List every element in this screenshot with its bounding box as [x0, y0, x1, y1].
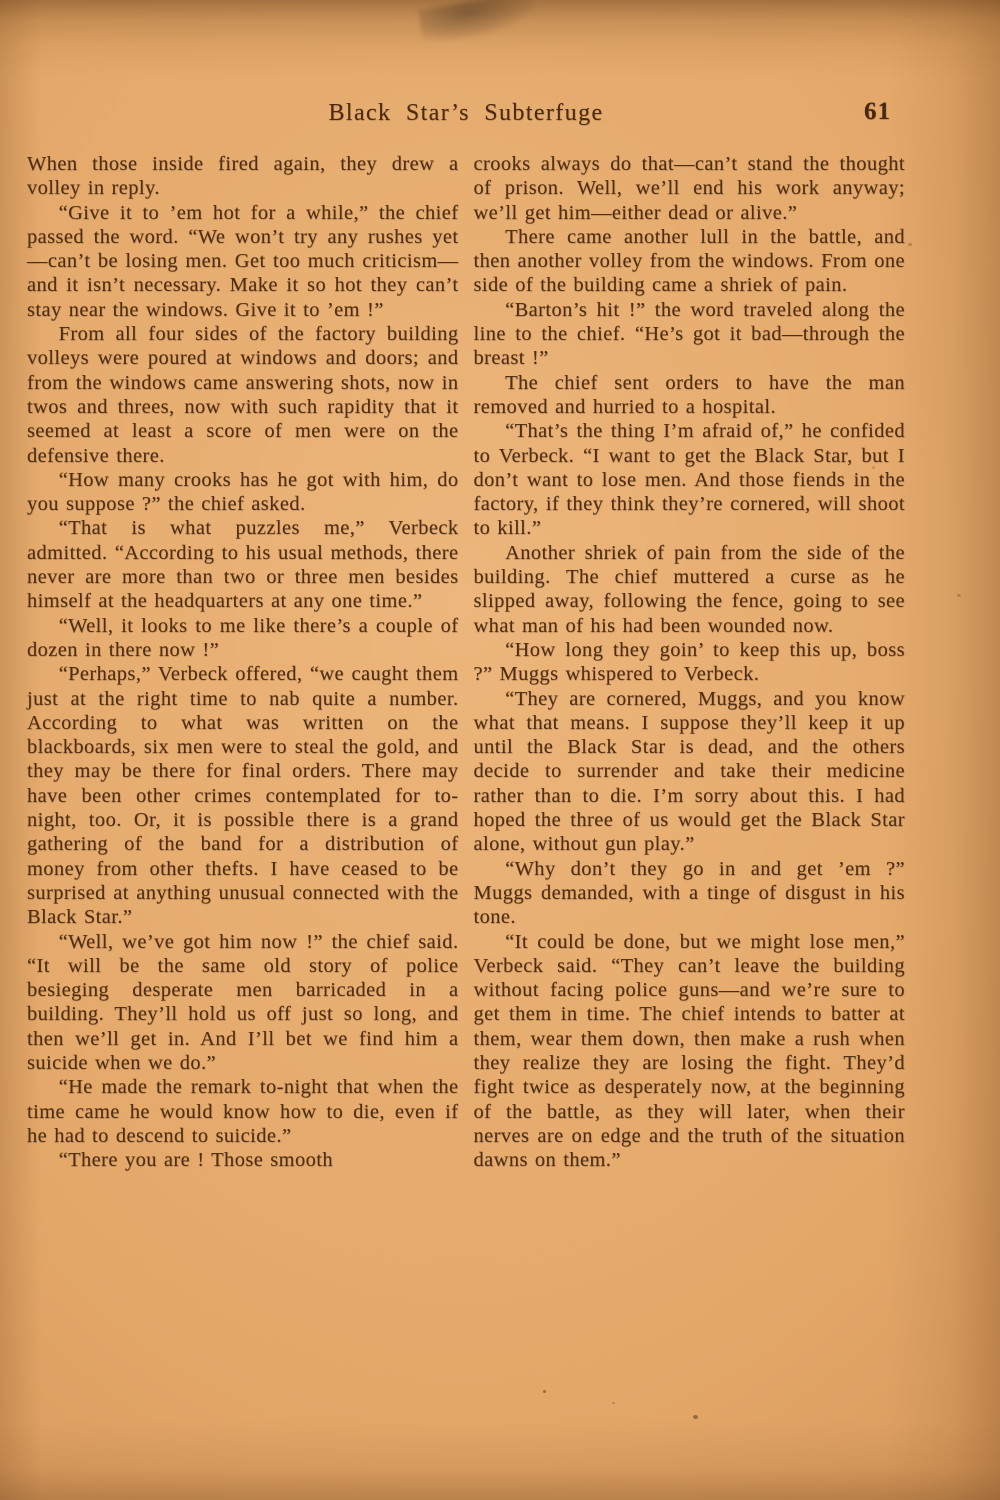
paragraph: “How many crooks has he got with him, do you suppose ?” the chief asked. [27, 468, 459, 516]
paragraph: “Perhaps,” Verbeck offered, “we caught them just at the right time to nab quite a number. According to what was written on the blackboards, six men were to steal the gold, and they may be there for final orders. There may have been other crimes contemplated for to-night, too. Or, it is possible there is a grand gathering of the band for a distribution of money from other thefts. I have ceased to be surprised at anything unusual connected with the Black Star.” [27, 663, 459, 929]
paper-speck [543, 1390, 546, 1393]
paragraph: “That is what puzzles me,” Verbeck admitted. “According to his usual methods, there never are more than two or three men besides himself at the headquarters at any one time.” [27, 517, 459, 613]
paragraph: “Why don’t they go in and get ’em ?” Muggs demanded, with a tinge of disgust in his tone. [473, 857, 905, 929]
paper-speck [693, 1415, 698, 1419]
text-column-left [27, 152, 459, 1172]
running-header [27, 100, 905, 136]
text-body [27, 152, 905, 1172]
paper-speck [957, 594, 961, 597]
paragraph: “They are cornered, Muggs, and you know what that means. I suppose they’ll keep it up until the Black Star is dead, and the others decide to surrender and take their medicine rather than to die. I’m sorry about this. I had hoped the three of us would get the Black Star alone, without gun play.” [473, 687, 905, 856]
paragraph: “There you are ! Those smooth [58, 1149, 334, 1172]
paragraph: “Well, we’ve got him now !” the chief said. “It will be the same old story of police besieging desperate men barricaded in a building. They’ll hold us off just so long, and then we’ll get in. And I’ll bet we find him a suicide when we do.” [27, 930, 459, 1074]
paragraph: “That’s the thing I’m afraid of,” he confided to Verbeck. “I want to get the Black Star, but I don’t want to lose men. And those fiends in the factory, if they think they’re cornered, will shoot to kill.” [473, 420, 905, 540]
paragraph: From all four sides of the factory building volleys were poured at windows and doors; and from the windows came answering shots, now in twos and threes, now with such rapidity that it seemed at least a score of men were on the defensive there. [27, 323, 459, 467]
paragraph: “Barton’s hit !” the word traveled along the line to the chief. “He’s got it bad—through the breast !” [473, 298, 905, 370]
paragraph: There came another lull in the battle, and then another volley from the windows. From one side of the building came a shriek of pain. [473, 225, 905, 297]
paragraph: Another shriek of pain from the side of the building. The chief muttered a curse as he slipped away, following the fence, going to see what man of his had been wounded now. [473, 541, 905, 637]
paper-smudge-top [418, 0, 538, 46]
paper-speck [612, 1402, 615, 1404]
paragraph: The chief sent orders to have the man removed and hurried to a hospital. [473, 371, 905, 418]
paragraph: When those inside fired again, they drew a volley in reply. [27, 153, 459, 200]
paragraph: “How long they goin’ to keep this up, boss ?” Muggs whispered to Verbeck. [473, 638, 905, 686]
paragraph: “Give it to ’em hot for a while,” the chief passed the word. “We won’t try any rushes yet—can’t be losing men. Get too much criticism—and it isn’t necessary. Make it so hot they can’t stay near the windows. Give it to ’em !” [27, 201, 459, 321]
paragraph: “Well, it looks to me like there’s a couple of dozen in there now !” [27, 614, 459, 661]
paper-speck [908, 243, 912, 246]
paragraph: “It could be done, but we might lose men,” Verbeck said. “They can’t leave the building without facing police guns—and we’re sure to get them in time. The chief intends to batter at them, wear them down, then make a rush when they realize they are losing the fight. They’d fight twice as desperately now, at the beginning of the battle, as they will later, when their nerves are on edge and the truth of the situation dawns on them.” [473, 930, 905, 1172]
paragraph: crooks always do that—can’t stand the thought of prison. Well, we’ll end his work anyway; we’ll get him—either dead or alive.” [473, 153, 905, 224]
paragraph: “He made the remark to-night that when the time came he would know how to die, even if he had to descend to suicide.” [27, 1076, 459, 1147]
text-column-right [474, 152, 906, 1172]
running-title: Black Star’s Subterfuge [328, 100, 604, 126]
page-number: 61 [864, 98, 891, 125]
